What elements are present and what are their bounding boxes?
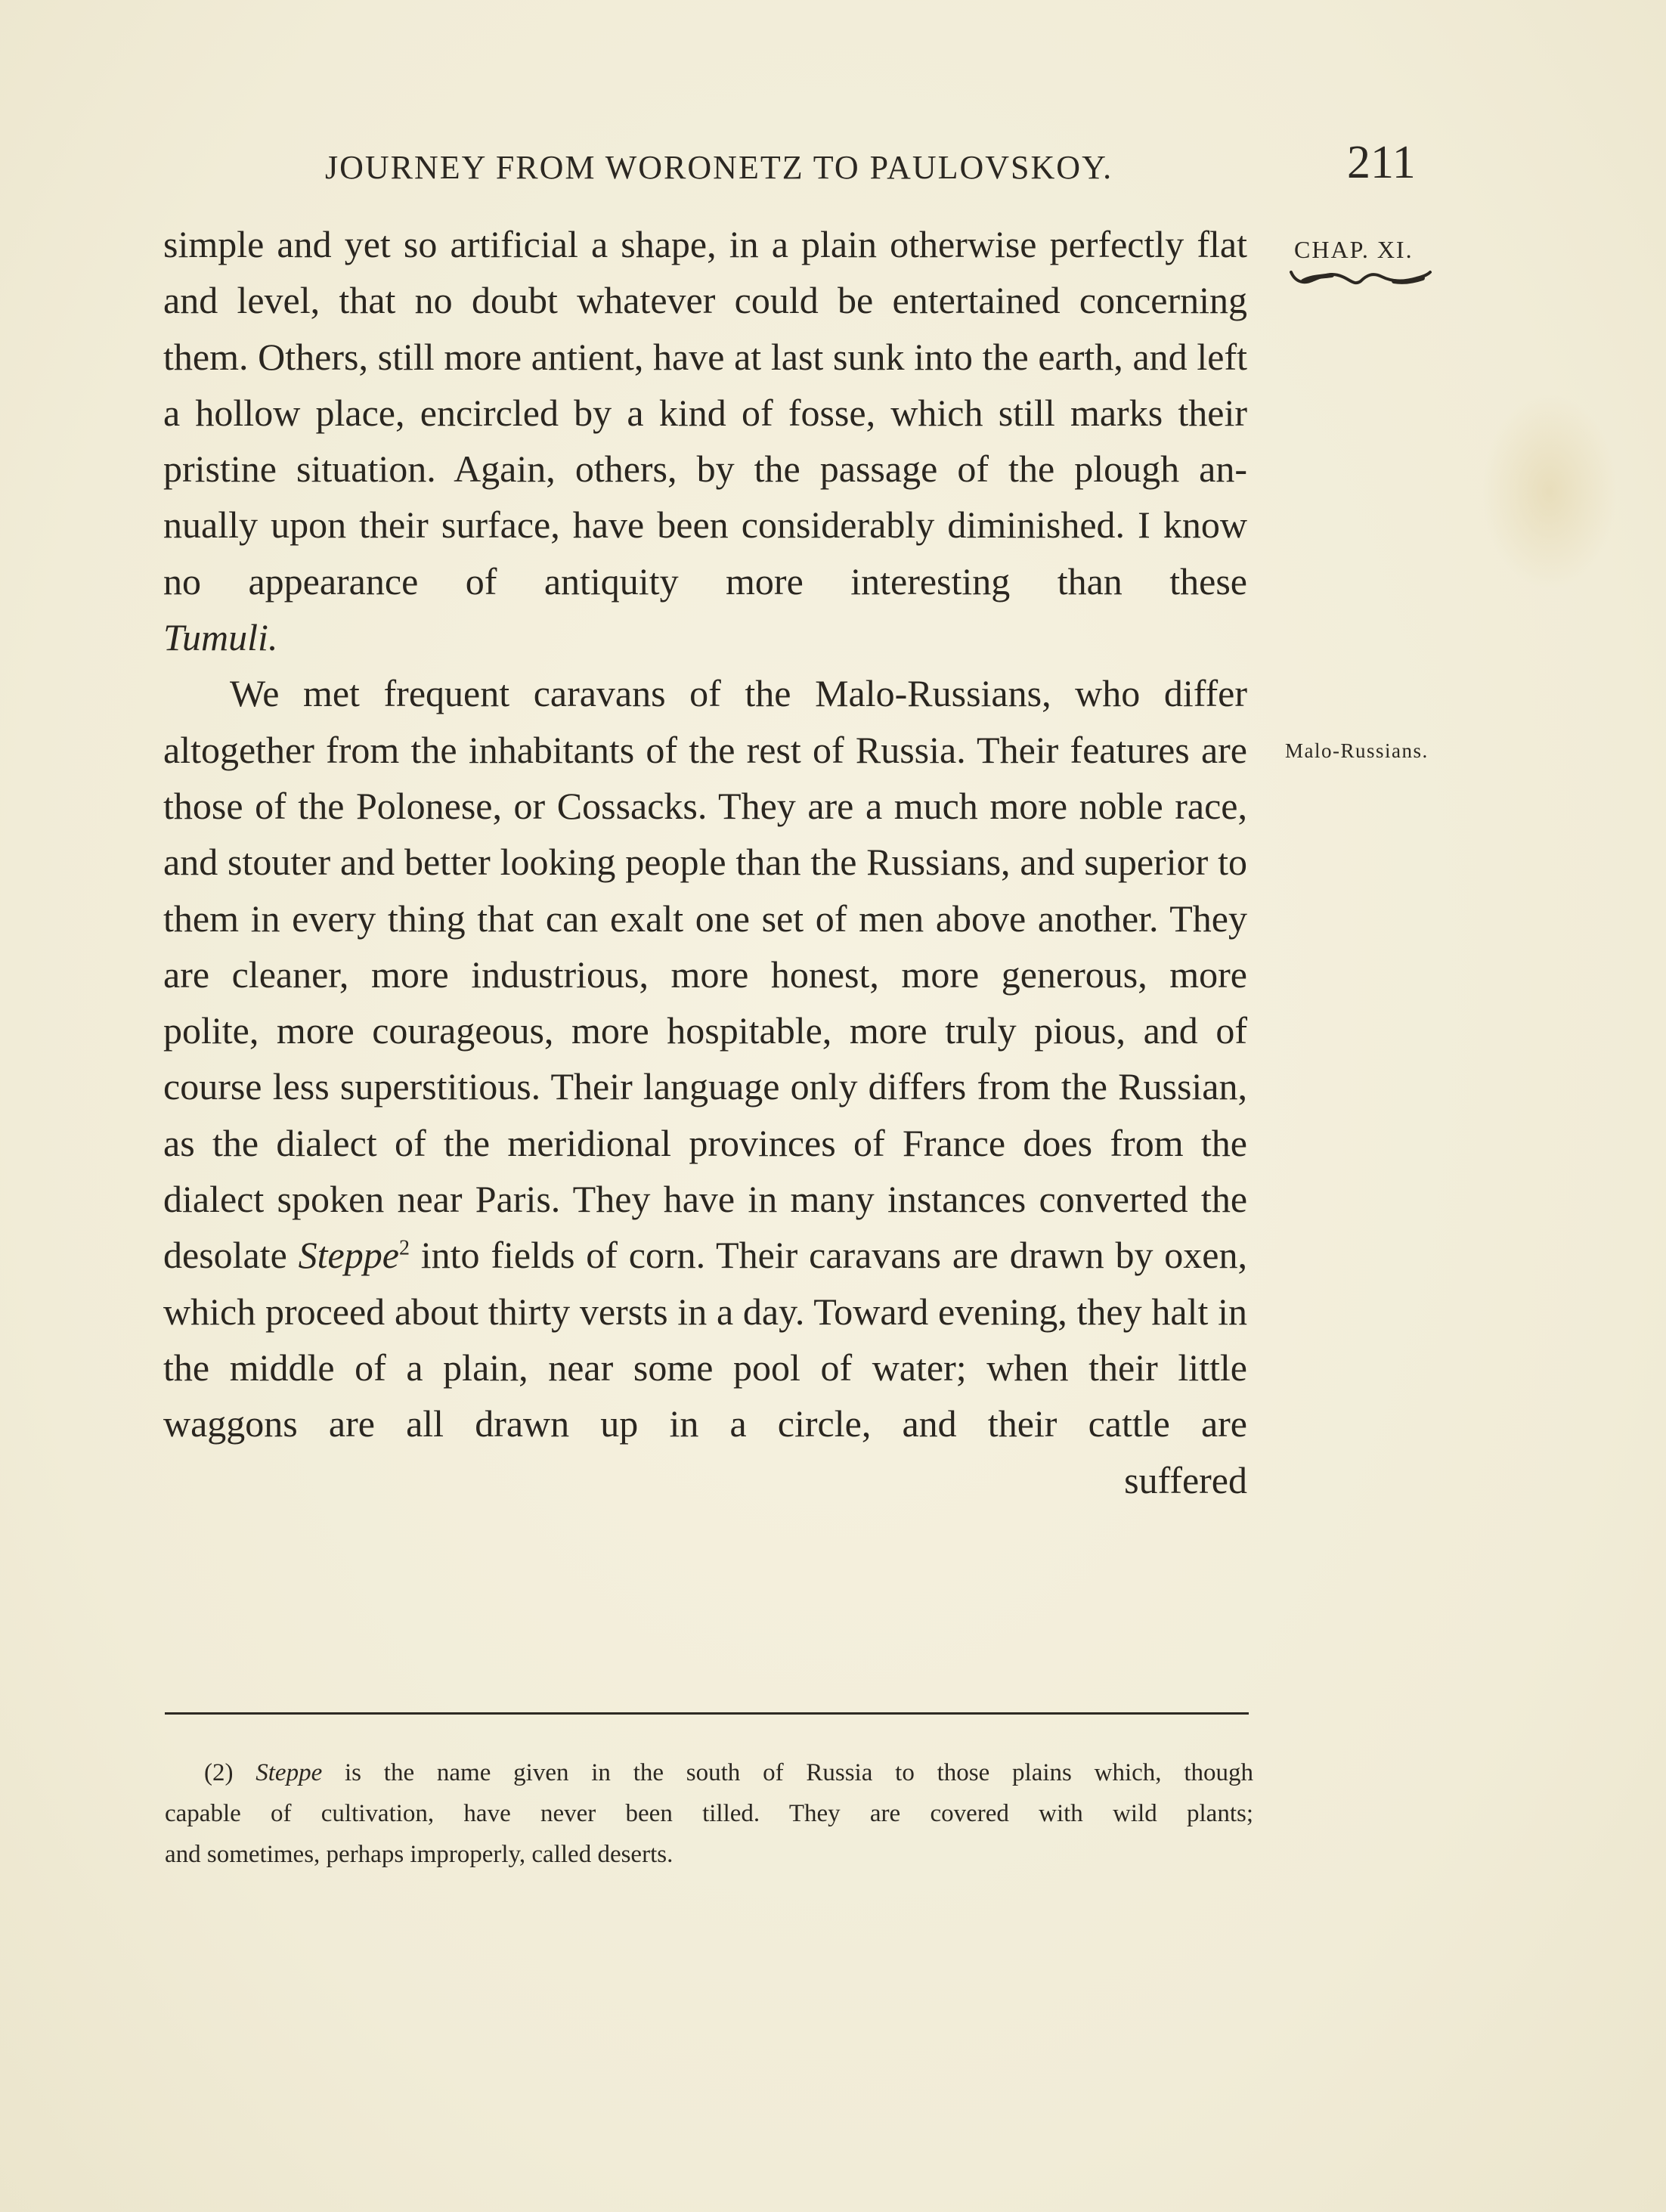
text-line: Their caravans are drawn by oxen, which proceed about bbox=[163, 1234, 1247, 1333]
text-line: are a much more noble race, and stouter and better looking bbox=[163, 784, 1248, 884]
text-line: of course less superstitious. Their language only differs from the bbox=[163, 1009, 1248, 1108]
text-line: encircled by a kind of fosse, which still marks their pristine bbox=[163, 391, 1248, 491]
ornamental-flourish-icon bbox=[1288, 269, 1433, 292]
footnote-marker: (2) bbox=[204, 1759, 234, 1786]
margin-chapter-label: CHAP. XI. bbox=[1294, 236, 1414, 263]
text-line: nually upon their surface, have been considerably diminished. bbox=[163, 503, 1126, 547]
text-line: people than the Russians, and superior to them in every bbox=[163, 841, 1247, 940]
footnote-rule bbox=[165, 1712, 1249, 1715]
footnote-line-1 bbox=[165, 1752, 1253, 1793]
text-line: middle of a plain, near some pool of water; when their little bbox=[229, 1346, 1247, 1389]
text-line: waggons are all drawn up in a circle, and their cattle are bbox=[163, 1402, 1247, 1445]
text-line: We met frequent caravans of the Malo-Russians, who bbox=[230, 672, 1141, 715]
text-line: Their features are those of the Polonese, or Cossacks. They bbox=[163, 728, 1247, 827]
italic-word-tumuli: Tumuli. bbox=[163, 616, 278, 659]
running-title: JOURNEY FROM WORONETZ TO PAULOVSKOY. bbox=[325, 149, 1113, 186]
footnote-line-2: capable of cultivation, have never been tilled. They are covered with wild plants; bbox=[165, 1800, 1253, 1827]
footnote-reference: 2 bbox=[398, 1236, 410, 1260]
footnote bbox=[165, 1752, 1253, 1875]
text-line: polite, more courageous, more hospitable, more truly pious, and bbox=[163, 1009, 1198, 1052]
footnote-term: Steppe bbox=[255, 1759, 323, 1786]
page-number: 211 bbox=[1347, 137, 1416, 188]
main-text bbox=[163, 216, 1247, 1508]
footnote-line-1-rest: is the name given in the south of Russia to those plains which, though bbox=[345, 1759, 1253, 1786]
text-line: does from the dialect spoken near Paris. They have in many bbox=[163, 1121, 1247, 1221]
footnote-line-3: and sometimes, perhaps improperly, called deserts. bbox=[165, 1841, 674, 1868]
text-line: I know no appearance of antiquity more interesting than these bbox=[163, 503, 1247, 603]
text-line: perfectly flat and level, that no doubt whatever could bbox=[163, 223, 1248, 322]
text-line: have at last sunk into the earth, and left a hollow place, bbox=[163, 335, 1247, 434]
paragraph-2 bbox=[163, 665, 1247, 1451]
text-line: be entertained concerning them. Others, still more antient, bbox=[163, 279, 1248, 378]
text-line: situation. Again, others, by the passage of the plough an- bbox=[296, 448, 1247, 491]
paragraph-1 bbox=[163, 216, 1247, 609]
catchword: suffered bbox=[1124, 1458, 1247, 1501]
text-line: simple and yet so artificial a shape, in a plain otherwise bbox=[163, 223, 1037, 265]
paper-stain bbox=[1482, 393, 1618, 590]
text-line: thing that can exalt one set of men above another. They are bbox=[163, 897, 1248, 996]
steppe-line-after: into fields of corn. bbox=[420, 1234, 706, 1277]
text-line: Russian, as the dialect of the meridional provinces of France bbox=[163, 1065, 1247, 1164]
text-line: thirty versts in a day. Toward evening, they halt in the bbox=[163, 1290, 1247, 1389]
steppe-line-before: instances converted the desolate bbox=[163, 1178, 1248, 1277]
italic-word-steppe: Steppe bbox=[298, 1234, 399, 1277]
text-line: cleaner, more industrious, more honest, more generous, more bbox=[231, 953, 1248, 996]
paragraph-1-end bbox=[163, 609, 1247, 665]
text-line: differ altogether from the inhabitants of the rest of Russia. bbox=[163, 672, 1248, 771]
margin-note-malo-russians: Malo-Russians. bbox=[1285, 739, 1429, 762]
